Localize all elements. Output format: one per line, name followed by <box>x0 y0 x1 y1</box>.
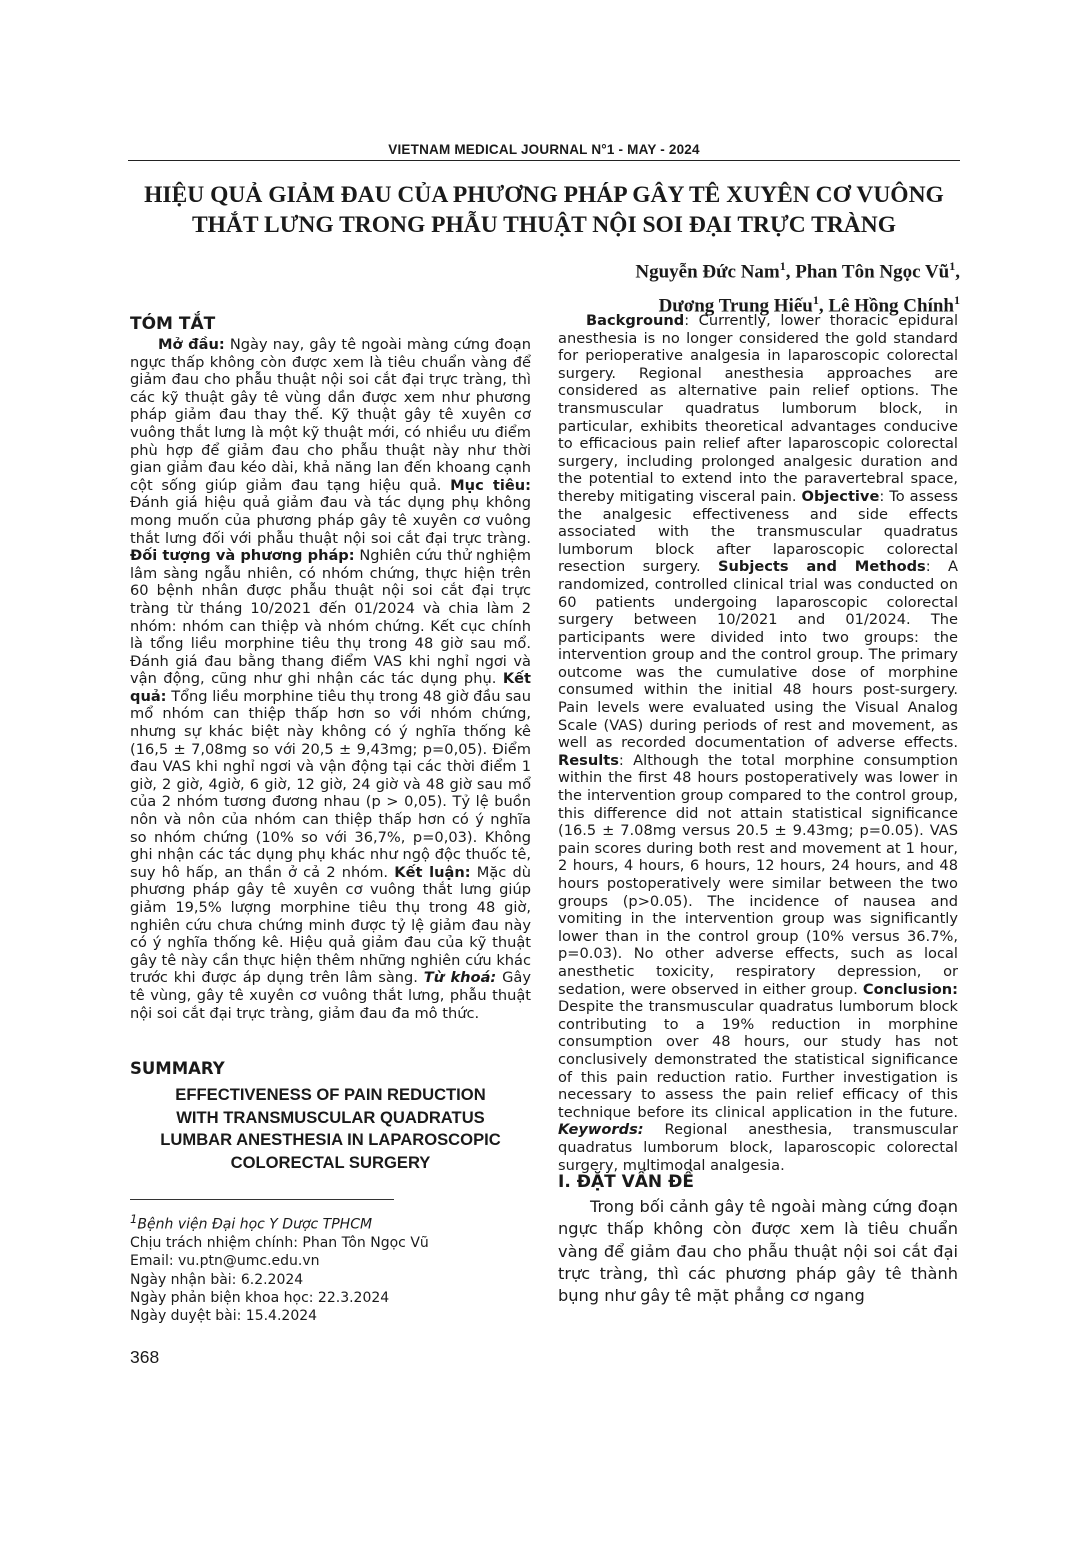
summary-title-line: COLORECTAL SURGERY <box>230 1152 431 1172</box>
muc-tieu-label: Mục tiêu: <box>450 476 531 494</box>
author-name: Dương Trung Hiếu <box>658 295 813 317</box>
footnote-accepted: Ngày duyệt bài: 15.4.2024 <box>130 1308 318 1325</box>
ket-qua-label: Kết quả: <box>130 670 532 705</box>
section-1-text: Trong bối cảnh gây tê ngoài màng cứng đoạn ngực thấp không còn được xem là tiêu chuẩn vàng để giảm đau cho phẫu thuật nội soi cắt đại trực tràng, thì các phương pháp gây tê thành bụng như gây tê mặt phẳng cơ ngang <box>558 1197 958 1306</box>
article-title <box>128 180 960 240</box>
ket-luan-label: Kết luận: <box>394 863 471 881</box>
section-1-heading: I. ĐẶT VẤN ĐỀ <box>558 1172 694 1192</box>
background-text: : Currently, lower thoracic epidural anesthesia is no longer considered the gold standard for perioperative analgesia in laparoscopic colorectal surgery. Regional anesthesia approaches are considered as alternative pain relief options. The transmuscular quadratus lumborum block, in particular, exhibits theoretical advantages conducive to efficacious pain relief after laparoscopic colorectal surgery, including prolonged analgesic duration and the potential to extend into the paravertebral space, thereby mitigating visceral pain. <box>558 312 958 505</box>
conclusion-text: Despite the transmuscular quadratus lumborum block contributing to a 19% reduction in morphine consumption over 48 hours, our study has not conclusively demonstrated the statistical significance of this pain reduction ratio. Further investigation is necessary to assess the pain relief efficacy of this technique before its clinical application in the future. <box>558 998 958 1121</box>
abstract-vi-heading: TÓM TẮT <box>130 314 216 334</box>
footnote-corresponding: Chịu trách nhiệm chính: Phan Tôn Ngọc Vũ <box>130 1234 429 1251</box>
summary-title-line: EFFECTIVENESS OF PAIN REDUCTION <box>175 1085 486 1104</box>
objective-label: Objective <box>801 487 880 505</box>
author-affiliation-mark: 1 <box>954 293 960 308</box>
footnotes <box>130 1210 530 1325</box>
abstract-vi-body <box>130 336 531 1022</box>
mo-dau-label: Mở đầu: <box>158 336 225 353</box>
keywords-text: Regional anesthesia, transmuscular quadratus lumborum block, laparoscopic colorectal surgery, multimodal analgesia. <box>558 1121 958 1174</box>
abstract-vi-paragraph <box>130 336 531 1022</box>
tu-khoa-label: Từ khoá: <box>423 969 497 987</box>
results-label: Results <box>558 751 619 769</box>
header-rule <box>128 160 960 161</box>
author-name: Phan Tôn Ngọc Vũ <box>795 261 950 283</box>
summary-heading: SUMMARY <box>130 1059 225 1078</box>
doi-tuong-text: Nghiên cứu thử nghiệm lâm sàng ngẫu nhiên, có nhóm chứng, thực hiện trên 60 bệnh nhân được phẫu thuật nội soi cắt đại trực tràng từ tháng 10/2021 đến 01/2024 và chia làm 2 nhóm: nhóm can thiệp và nhóm chứng. Kết cục chính là tổng liều morphine tiêu thụ trong 48 giờ sau mổ. Đánh giá đau bằng thang điểm VAS khi nghỉ ngơi và vận động, cũng như ghi nhận các tác dụng phụ. <box>130 547 531 688</box>
ket-qua-text: Tổng liều morphine tiêu thụ trong 48 giờ đầu sau mổ nhóm can thiệp thấp hơn so với nhóm chứng, nhưng sự khác biệt này không có ý nghĩa thống kê (16,5 ± 7,08mg so với 20,5 ± 9,43mg; p=0,05). Điểm đau VAS khi nghỉ ngơi và vận động tại các thời điểm 1 giờ, 2 giờ, 4giờ, 6 giờ, 12 giờ, 24 giờ và 48 giờ sau mổ của 2 nhóm tương đương nhau (p > 0,05). Tỷ lệ buồn nôn và nôn của nhóm can thiệp thấp hơn có ý nghĩa so nhóm chứng (10% so với 36,7%, p=0,03). Không ghi nhận các tác dụng phụ khác như ngộ độc thuốc tê, suy hô hấp, an thần ở cả 2 nhóm. <box>130 687 531 881</box>
author-name: Nguyễn Đức Nam <box>635 261 780 283</box>
results-text: : Although the total morphine consumption within the first 48 hours postoperatively was lower in the intervention group compared to the control group, this difference did not attain statistical significance (16.5 ± 7.08mg versus 20.5 ± 9.43mg; p=0.05). VAS pain scores during both rest and movement at 1 hour, 2 hours, 4 hours, 6 hours, 12 hours, 24 hours, and 48 hours postoperatively were similar between the two groups (p>0.05). The incidence of nausea and vomiting in the intervention group was significantly lower than in the control group (10% versus 36.7%, p=0.03). No other adverse effects, such as local anesthetic toxicity, respiratory depression, or sedation, were observed in either group. <box>558 751 958 998</box>
objective-text: : To assess the analgesic effectiveness and side effects associated with the transmuscular quadratus lumborum block after laparoscopic colorectal resection surgery. <box>558 487 958 576</box>
journal-header: VIETNAM MEDICAL JOURNAL N°1 - MAY - 2024 <box>388 142 700 157</box>
background-label: Background <box>586 312 685 329</box>
conclusion-label: Conclusion: <box>862 980 958 998</box>
footnote-rule <box>130 1199 394 1200</box>
affiliation-mark: 1 <box>130 1212 138 1226</box>
page-number: 368 <box>130 1347 160 1367</box>
author-affiliation-mark: 1 <box>949 259 956 273</box>
mo-dau-text: Ngày nay, gây tê ngoài màng cứng đoạn ngực thấp không còn được xem là tiêu chuẩn vàng để giảm đau cho phẫu thuật nội soi cắt đại trực tràng, thì các kỹ thuật gây tê vùng dần được xem như phương pháp giảm đau thay thế. Kỹ thuật gây tê xuyên cơ vuông thắt lưng là một kỹ thuật mới, có nhiều ưu điểm phù hợp để giảm đau cho phẫu thuật này như thời gian giảm đau kéo dài, khả năng lan đến khoang cạnh cột sống giúp giảm đau tạng hiệu quả. <box>130 336 531 494</box>
author-affiliation-mark: 1 <box>812 293 819 308</box>
title-line-2: THẮT LƯNG TRONG PHẪU THUẬT NỘI SOI ĐẠI TRỰC TRÀNG <box>191 212 897 238</box>
affiliation-text: Bệnh viện Đại học Y Dược TPHCM <box>137 1216 373 1233</box>
methods-text: : A randomized, controlled clinical trial was conducted on 60 patients undergoing laparoscopic colorectal surgery between 10/2021 and 01/2024. The participants were divided into two groups: the intervention group and the control group. The primary outcome was the cumulative dose of morphine consumed within the initial 48 hours post-surgery. Pain levels were evaluated using the Visual Analog Scale (VAS) during periods of rest and movement, as well as recorded documentation of adverse effects. <box>558 558 959 752</box>
footnote-email: Email: vu.ptn@umc.edu.vn <box>130 1253 320 1270</box>
author-line-1: Nguyễn Đức Nam$^1$, Phan Tôn Ngọc $Vũ^1$, <box>635 259 960 283</box>
footnote-received: Ngày nhận bài: 6.2.2024 <box>130 1271 304 1288</box>
abstract-en-body <box>558 312 958 1174</box>
author-affiliation-mark: 1 <box>779 259 786 273</box>
doi-tuong-label: Đối tượng và phương pháp: <box>130 547 355 565</box>
title-line-1: HIỆU QUẢ GIẢM ĐAU CỦA PHƯƠNG PHÁP GÂY TÊ XUYÊN CƠ VUÔNG <box>144 182 944 208</box>
muc-tieu-text: Đánh giá hiệu quả giảm đau và tác dụng phụ không mong muốn của phương pháp gây tê xuyên cơ vuông thắt lưng đối với phẫu thuật nội soi cắt đại trực tràng. <box>130 494 531 547</box>
ket-luan-text: Mặc dù phương pháp gây tê xuyên cơ vuông thắt lưng giúp giảm 19,5% lượng morphine tiêu thụ trong 48 giờ, nghiên cứu chưa chứng minh được tỷ lệ giảm đau này có ý nghĩa thống kê. Hiệu quả giảm đau của kỹ thuật gây tê này cần thực hiện thêm những nghiên cứu khác trước khi được áp dụng trên lâm sàng. <box>130 863 531 987</box>
abstract-en-paragraph <box>558 312 958 1174</box>
author-name: Lê Hồng Chính <box>828 295 954 317</box>
footnote-reviewed: Ngày phản biện khoa học: 22.3.2024 <box>130 1289 390 1306</box>
keywords-label: Keywords: <box>558 1121 644 1139</box>
summary-title <box>128 1084 533 1174</box>
author-line-2: Dương Trung Hiếu$^1$, Lê Hồng Chính$^1$ <box>658 293 960 317</box>
summary-title-line: WITH TRANSMUSCULAR QUADRATUS <box>176 1107 485 1127</box>
methods-label: Subjects and Methods <box>717 558 926 576</box>
author-list <box>635 252 960 321</box>
tu-khoa-text: Gây tê vùng, gây tê xuyên cơ vuông thắt lưng, phẫu thuật nội soi cắt đại trực tràng, giảm đau đa mô thức. <box>130 969 531 1022</box>
summary-title-line: LUMBAR ANESTHESIA IN LAPAROSCOPIC <box>160 1130 501 1149</box>
footnote-affiliation <box>130 1210 530 1234</box>
